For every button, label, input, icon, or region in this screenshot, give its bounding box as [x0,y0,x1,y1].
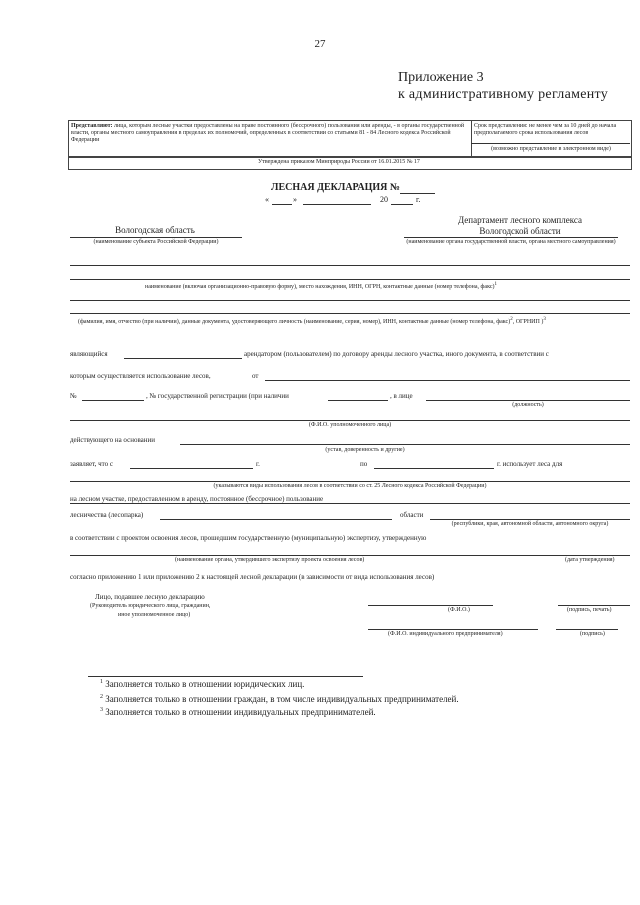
day-line [272,204,292,205]
state-reg-line [328,400,388,401]
sup-2: 2 [510,317,513,322]
footnote-text: Заполняется только в отношении индивидуальных предпринимателей. [105,707,376,717]
republic-caption: (республики, края, автономной области, автономного округа) [451,521,609,527]
signer-sub1: (Руководитель юридического лица, гражданин, [90,603,211,609]
ip-fio-line [368,629,538,630]
header-right-top: Срок представления: не менее чем за 10 дней до начала предполагаемого срока использования лесов [474,123,617,136]
date-mid: » [293,195,297,204]
org-line-1 [70,265,630,266]
signer-title: Лицо, подавшее лесную декларацию [95,593,205,601]
in-person-label: , в лице [390,392,413,400]
caption-org [145,281,497,291]
forestry-label: лесничества (лесопарка) [70,511,144,519]
org-line-2 [70,279,630,280]
project-text: в соответствии с проектом освоения лесов, прошедшим государственную (муниципальную) экспертизу, утвержденную [70,534,427,542]
state-reg-label: , № государственной регистрации (при наличии [146,392,289,400]
region-line [70,237,242,238]
date-open: « [265,195,269,204]
types-caption: (указываются виды использования лесов в соответствии со ст. 25 Лесного кодекса Российской Федерации) [213,483,487,489]
month-line [303,204,371,205]
sup-1: 1 [494,282,497,287]
footnote-number: 3 [100,707,103,713]
fio-caption: (Ф.И.О. уполномоченного лица) [308,422,392,428]
form-title: ЛЕСНАЯ ДЕКЛАРАЦИЯ № [271,182,400,193]
footnote-3 [100,707,376,717]
plot-line [70,503,630,504]
appendix-line2: к административному регламенту [398,87,609,102]
dept-line1: Департамент лесного комплекса [458,215,582,225]
end-date-line [374,468,494,469]
caption-person-text: (фамилия, имя, отчество (при наличии), данные документа, удостоверяющего личность (наименование, серия, номер), ИНН, контактные данные (номер телефона, факс) [78,319,511,325]
types-line [70,481,630,482]
being-line [124,358,242,359]
declares-label: заявляет, что с [70,460,114,468]
year-suffix: г. [416,195,421,204]
caption-person-end: , ОГРНИП ) [512,319,544,325]
caption-person [78,316,630,326]
plot-text: на лесном участке, предоставленном в аренду, постоянное (бессрочное) пользование [70,495,324,503]
footnote-number: 1 [100,679,103,685]
person-line-1 [70,300,630,301]
signer-fio-line [368,605,493,606]
year-prefix: 20 [380,195,388,204]
annex-text: согласно приложению 1 или приложению 2 к настоящей лесной декларации (в зависимости от вида использования лесов) [70,573,435,581]
organ-line [70,555,630,556]
region-value: Вологодская область [115,225,195,235]
dept-line [404,237,618,238]
g1-label: г. [256,460,260,468]
header-left-body: лица, которым лесные участки предоставлены на праве постоянного (бессрочного) пользования или аренды, - в органы государственной власти, органы местного самоуправления в пределах их полномочий, определенных в соответствии со статьями 81 - 84 Лесного кодекса Российской Федерации [71,123,465,143]
contract-number-line [82,400,144,401]
start-date-line [130,468,253,469]
caption-org-text: наименование (включая организационно-правовую форму), место нахождения, ИНН, ОГРН, контактные данные (номер телефона, факс) [145,284,495,290]
ip-sign-line [556,629,618,630]
po-label: по [360,460,368,468]
sig-sign-caption: (подпись) [580,631,605,637]
dept-line2: Вологодской области [479,226,561,236]
header-right-bottom: (возможно представление в электронном виде) [491,146,611,152]
date-approval-caption: (дата утверждения) [565,557,615,563]
from-label: от [252,372,259,380]
header-right-divider [471,143,630,144]
header-left-label: Представляют: [71,123,113,129]
signer-sign-line [558,605,630,606]
sig-ip-caption: (Ф.И.О. индивидуального предпринимателя) [388,631,503,637]
which-text: которым осуществляется использование лесов, [70,372,211,380]
dept-caption: (наименование органа государственной власти, органа местного самоуправления) [406,239,616,245]
region-caption: (наименование субъекта Российской Федерации) [93,239,219,245]
being-label: являющийся [70,350,108,358]
organ-caption: (наименование органа, утвердившего экспертизу проекта освоения лесов) [175,557,365,563]
acting-line [180,444,630,445]
forestry-line [160,519,392,520]
oblast-line [430,519,630,520]
page-number: 27 [314,38,326,50]
oblast-label: области [400,511,424,519]
fio-line [70,420,630,421]
from-line [265,380,630,381]
footnote-separator [88,676,363,677]
being-text: арендатором (пользователем) по договору аренды лесного участка, иного документа, в соответствии с [244,350,549,358]
acting-label: действующего на основании [70,436,156,444]
year-line [391,204,413,205]
footnote-text: Заполняется только в отношении граждан, в том числе индивидуальных предпринимателей. [105,694,459,704]
footnote-number: 2 [100,694,103,700]
sup-3: 3 [543,317,546,322]
footnote-1 [100,679,304,689]
approved-text: Утверждена приказом Минприроды России от 16.01.2015 № 17 [258,159,420,165]
position-line [426,400,630,401]
footnote-2 [100,694,459,704]
signer-sub2: иное уполномоченное лицо) [118,612,191,618]
footnote-text: Заполняется только в отношении юридических лиц. [105,679,305,689]
number-line [400,193,435,194]
uses-label: г. использует леса для [497,460,563,468]
number-sign: № [70,392,77,400]
header-left-text [71,123,467,144]
person-line-2 [70,313,630,314]
charter-caption: (устав, доверенность и другие) [325,447,405,453]
sig-sign-seal-caption: (подпись, печать) [567,607,612,613]
position-caption: (должность) [512,402,544,408]
appendix-line1: Приложение 3 [398,70,484,85]
sig-fio-caption: (Ф.И.О.) [448,607,470,613]
